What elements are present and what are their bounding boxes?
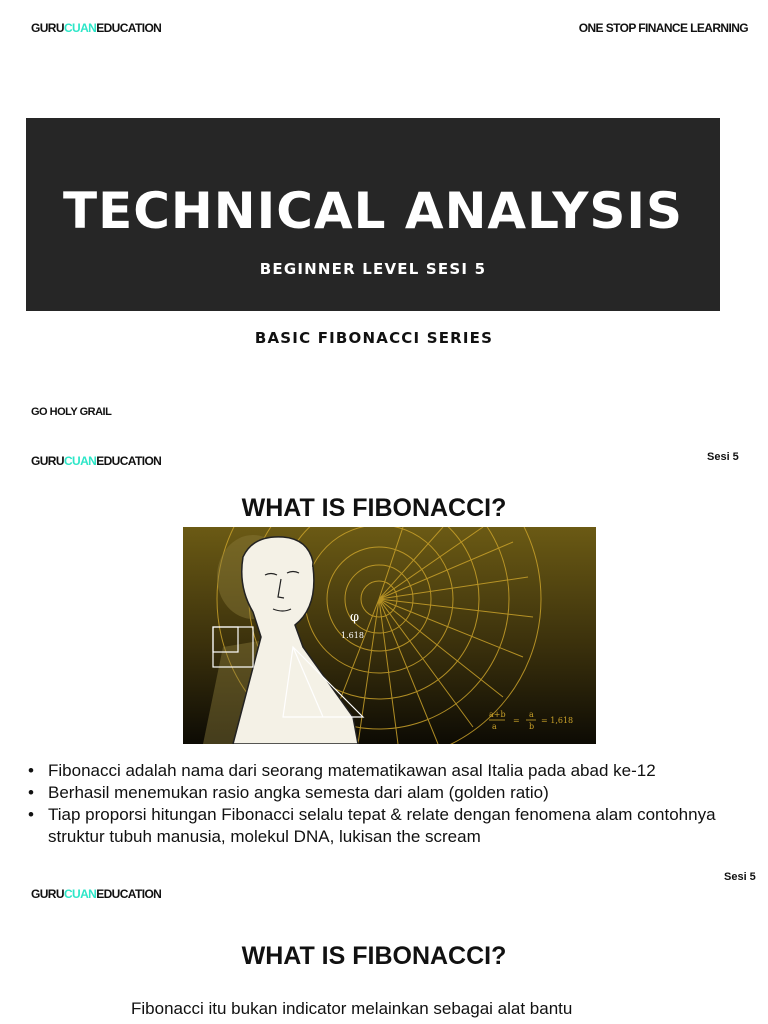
brand-part-cuan: CUAN (63, 454, 97, 468)
brand-part-education: EDUCATION (96, 454, 162, 468)
list-item: • Tiap proporsi hitungan Fibonacci selalu tepat & relate dengan fenomena alam contohnya struktur tubuh manusia, molekul DNA, lukisan the scream (24, 804, 738, 848)
phi-symbol: φ (350, 610, 360, 625)
session-label: Sesi 5 (724, 871, 756, 883)
section-heading: WHAT IS FIBONACCI? (241, 942, 507, 970)
list-item: • Berhasil menemukan rasio angka semesta dari alam (golden ratio) (24, 782, 744, 804)
svg-text:=: = (513, 716, 520, 725)
phi-value: 1.618 (341, 631, 364, 640)
brand-part-cuan: CUAN (63, 21, 97, 35)
formula-result: = 1,618 (541, 716, 574, 725)
brand-logo (31, 454, 161, 468)
bullet-list (24, 760, 744, 848)
title-banner (26, 118, 720, 311)
paragraph: Fibonacci itu bukan indicator melainkan sebagai alat bantu (131, 999, 573, 1018)
fibonacci-golden-spiral-icon (183, 527, 596, 744)
brand-part-guru: GURU (31, 887, 64, 901)
brand-part-guru: GURU (31, 454, 64, 468)
formula-lhs: a+b (489, 710, 506, 719)
svg-text:a: a (529, 710, 534, 719)
tagline: ONE STOP FINANCE LEARNING (578, 21, 748, 35)
svg-text:b: b (529, 722, 535, 731)
fibonacci-illustration (183, 527, 596, 744)
banner-subtitle: BEGINNER LEVEL SESI 5 (259, 260, 487, 278)
footer-label: GO HOLY GRAIL (31, 406, 112, 418)
brand-part-education: EDUCATION (96, 21, 162, 35)
section-heading: WHAT IS FIBONACCI? (241, 494, 507, 522)
brand-part-guru: GURU (31, 21, 64, 35)
brand-part-education: EDUCATION (96, 887, 162, 901)
session-label: Sesi 5 (707, 451, 739, 463)
brand-part-cuan: CUAN (63, 887, 97, 901)
brand-logo (31, 21, 161, 35)
list-item: • Fibonacci adalah nama dari seorang matematikawan asal Italia pada abad ke-12 (24, 760, 744, 782)
brand-logo (31, 887, 161, 901)
course-subtitle: BASIC FIBONACCI SERIES (254, 329, 494, 347)
svg-text:a: a (492, 722, 497, 731)
banner-title: TECHNICAL ANALYSIS (62, 182, 684, 240)
